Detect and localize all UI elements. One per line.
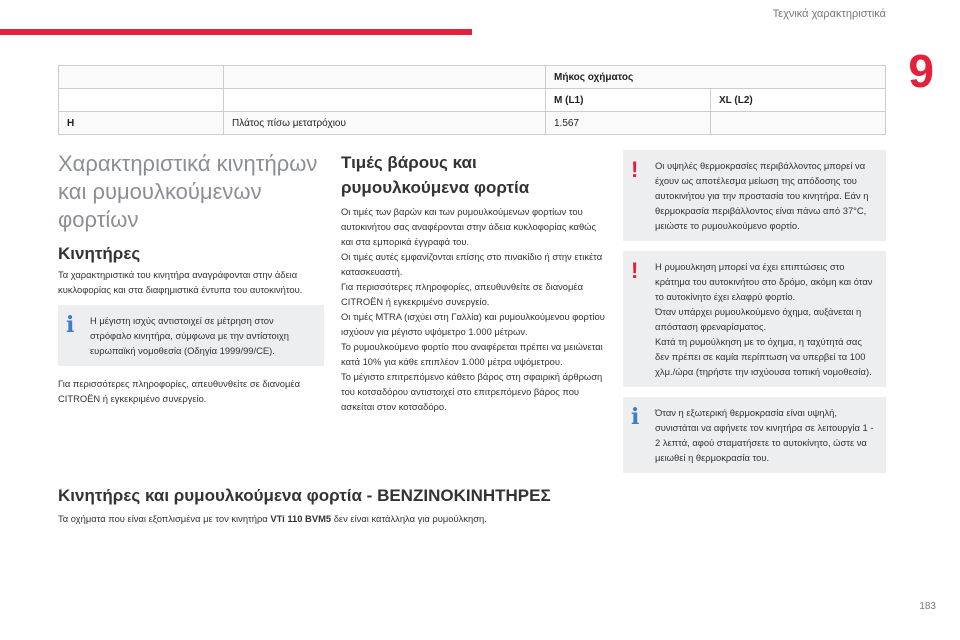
petrol-engines-section (58, 488, 886, 526)
weights-p6: Το μέγιστο επιτρεπόμενο κάθετο βάρος στη σφαιρική άρθρωση του κοτσαδόρου αντιστοιχεί στο επιτρεπόμενο βάρος που ασκείται στον κοτσαδόρο. (341, 371, 603, 412)
petrol-engines-text: Τα οχήματα που είναι εξοπλισμένα με τον κινητήρα VTi 110 BVM5 δεν είναι κατάλληλα για ρυμούλκηση. (58, 513, 487, 524)
weights-p4: Οι τιμές MTRA (ισχύει στη Γαλλία) και ρυμουλκούμενου φορτίου ισχύουν για μέγιστο υψόμετρο 1.000 μέτρων. (341, 311, 605, 337)
info-box (58, 305, 324, 366)
more-info-text: Για περισσότερες πληροφορίες, απευθυνθείτε σε διανομέα CITROËN ή εγκεκριμένο συνεργείο. (58, 378, 301, 404)
warning-towing-a: Η ρυμουλκηση μπορεί να έχει επιπτώσεις στο κράτημα του αυτοκινήτου στο δρόμο, ακόμη και όταν το αυτοκίνητο έχει ελαφρύ φορτίο. (655, 261, 873, 302)
petrol-engines-heading: Κινητήρες και ρυμουλκούμενα φορτία - ΒΕΝΖΙΝΟΚΙΝΗΤΗΡΕΣ (58, 486, 551, 505)
column-header-m: M (L1) (546, 89, 711, 112)
weights-p2: Οι τιμές αυτές εμφανίζονται επίσης στο πινακίδιο ή στην ετικέτα κατασκευαστή. (341, 251, 603, 277)
weights-p3: Για περισσότερες πληροφορίες, απευθυνθείτε σε διανομέα CITROËN ή εγκεκριμένο συνεργείο. (341, 281, 584, 307)
info-box-cooldown (623, 397, 886, 473)
row-value-xl (711, 112, 886, 135)
warning-box-heat (623, 150, 886, 241)
page-number: 183 (919, 601, 936, 612)
column-header-xl: XL (L2) (711, 89, 886, 112)
warning-heat-text: Οι υψηλές θερμοκρασίες περιβάλλοντος μπορεί να έχουν ως αποτέλεσμα μείωση της απόδοσης του αυτοκινήτου για την προστασία του κινητήρα. Εάν η θερμοκρασία περιβάλλοντος είναι πάνω από 37°C, μειώστε το ρυμουλκούμενο φορτίο. (655, 160, 869, 231)
info-icon: i (631, 404, 640, 430)
warning-box-towing (623, 251, 886, 387)
weights-p1: Οι τιμές των βαρών και των ρυμουλκούμενων φορτίων του αυτοκινήτου σας αναφέρονται στην άδεια κυκλοφορίας καθώς και στα εμπορικά έγγραφά του. (341, 206, 597, 247)
header-accent-bar (0, 29, 472, 35)
row-value-m: 1.567 (546, 112, 711, 135)
engine-name: VTi 110 BVM5 (270, 513, 332, 524)
column-right (623, 150, 886, 483)
engines-text: Τα χαρακτηριστικά του κινητήρα αναγράφονται στην άδεια κυκλοφορίας και στα διαφημιστικά έντυπα του αυτοκινήτου. (58, 269, 303, 295)
row-code: H (59, 112, 224, 135)
warning-towing-b: Όταν υπάρχει ρυμουλκούμενο όχημα, αυξάνεται η απόσταση φρεναρίσματος. (655, 306, 862, 332)
chapter-number: 9 (908, 45, 934, 97)
column-left (58, 150, 324, 412)
column-middle (341, 150, 606, 414)
table-row (59, 89, 886, 112)
table-row (59, 66, 886, 89)
engines-heading: Κινητήρες (58, 244, 141, 263)
section-title: Χαρακτηριστικά κινητήρων και ρυμουλκούμενων φορτίων (58, 151, 318, 232)
running-title: Τεχνικά χαρακτηριστικά (772, 8, 886, 20)
spec-table (58, 65, 886, 135)
table-group-header: Μήκος οχήματος (546, 66, 886, 89)
warning-icon: ! (631, 157, 639, 182)
row-label: Πλάτος πίσω μετατρόχιου (224, 112, 546, 135)
table-row (59, 112, 886, 135)
info-cooldown-text: Όταν η εξωτερική θερμοκρασία είναι υψηλή, συνιστάται να αφήνετε τον κινητήρα σε λειτουργία 1 - 2 λεπτά, αφού σταματήσετε το αυτοκίνητο, ώστε να μειωθεί η θερμοκρασία του. (655, 407, 874, 463)
info-text: Η μέγιστη ισχύς αντιστοιχεί σε μέτρηση στον στρόφαλο κινητήρα, σύμφωνα με την αντίστοιχη ευρωπαϊκή νομοθεσία (Οδηγία 1999/99/CE). (90, 315, 289, 356)
weights-p5: Το ρυμουλκούμενο φορτίο που αναφέρεται πρέπει να μειώνεται κατά 10% για κάθε επιπλέον 1.000 μέτρα υψόμετρου. (341, 341, 603, 367)
warning-towing-c: Κατά τη ρυμούλκηση με το όχημα, η ταχύτητά σας δεν πρέπει σε καμία περίπτωση να υπερβεί τα 100 χλμ./ώρα (τηρήστε την ισχύουσα τοπική νομοθεσία). (655, 336, 872, 377)
info-icon: i (66, 312, 75, 338)
warning-icon: ! (631, 258, 639, 283)
weights-heading: Τιμές βάρους και ρυμουλκούμενα φορτία (341, 153, 530, 197)
